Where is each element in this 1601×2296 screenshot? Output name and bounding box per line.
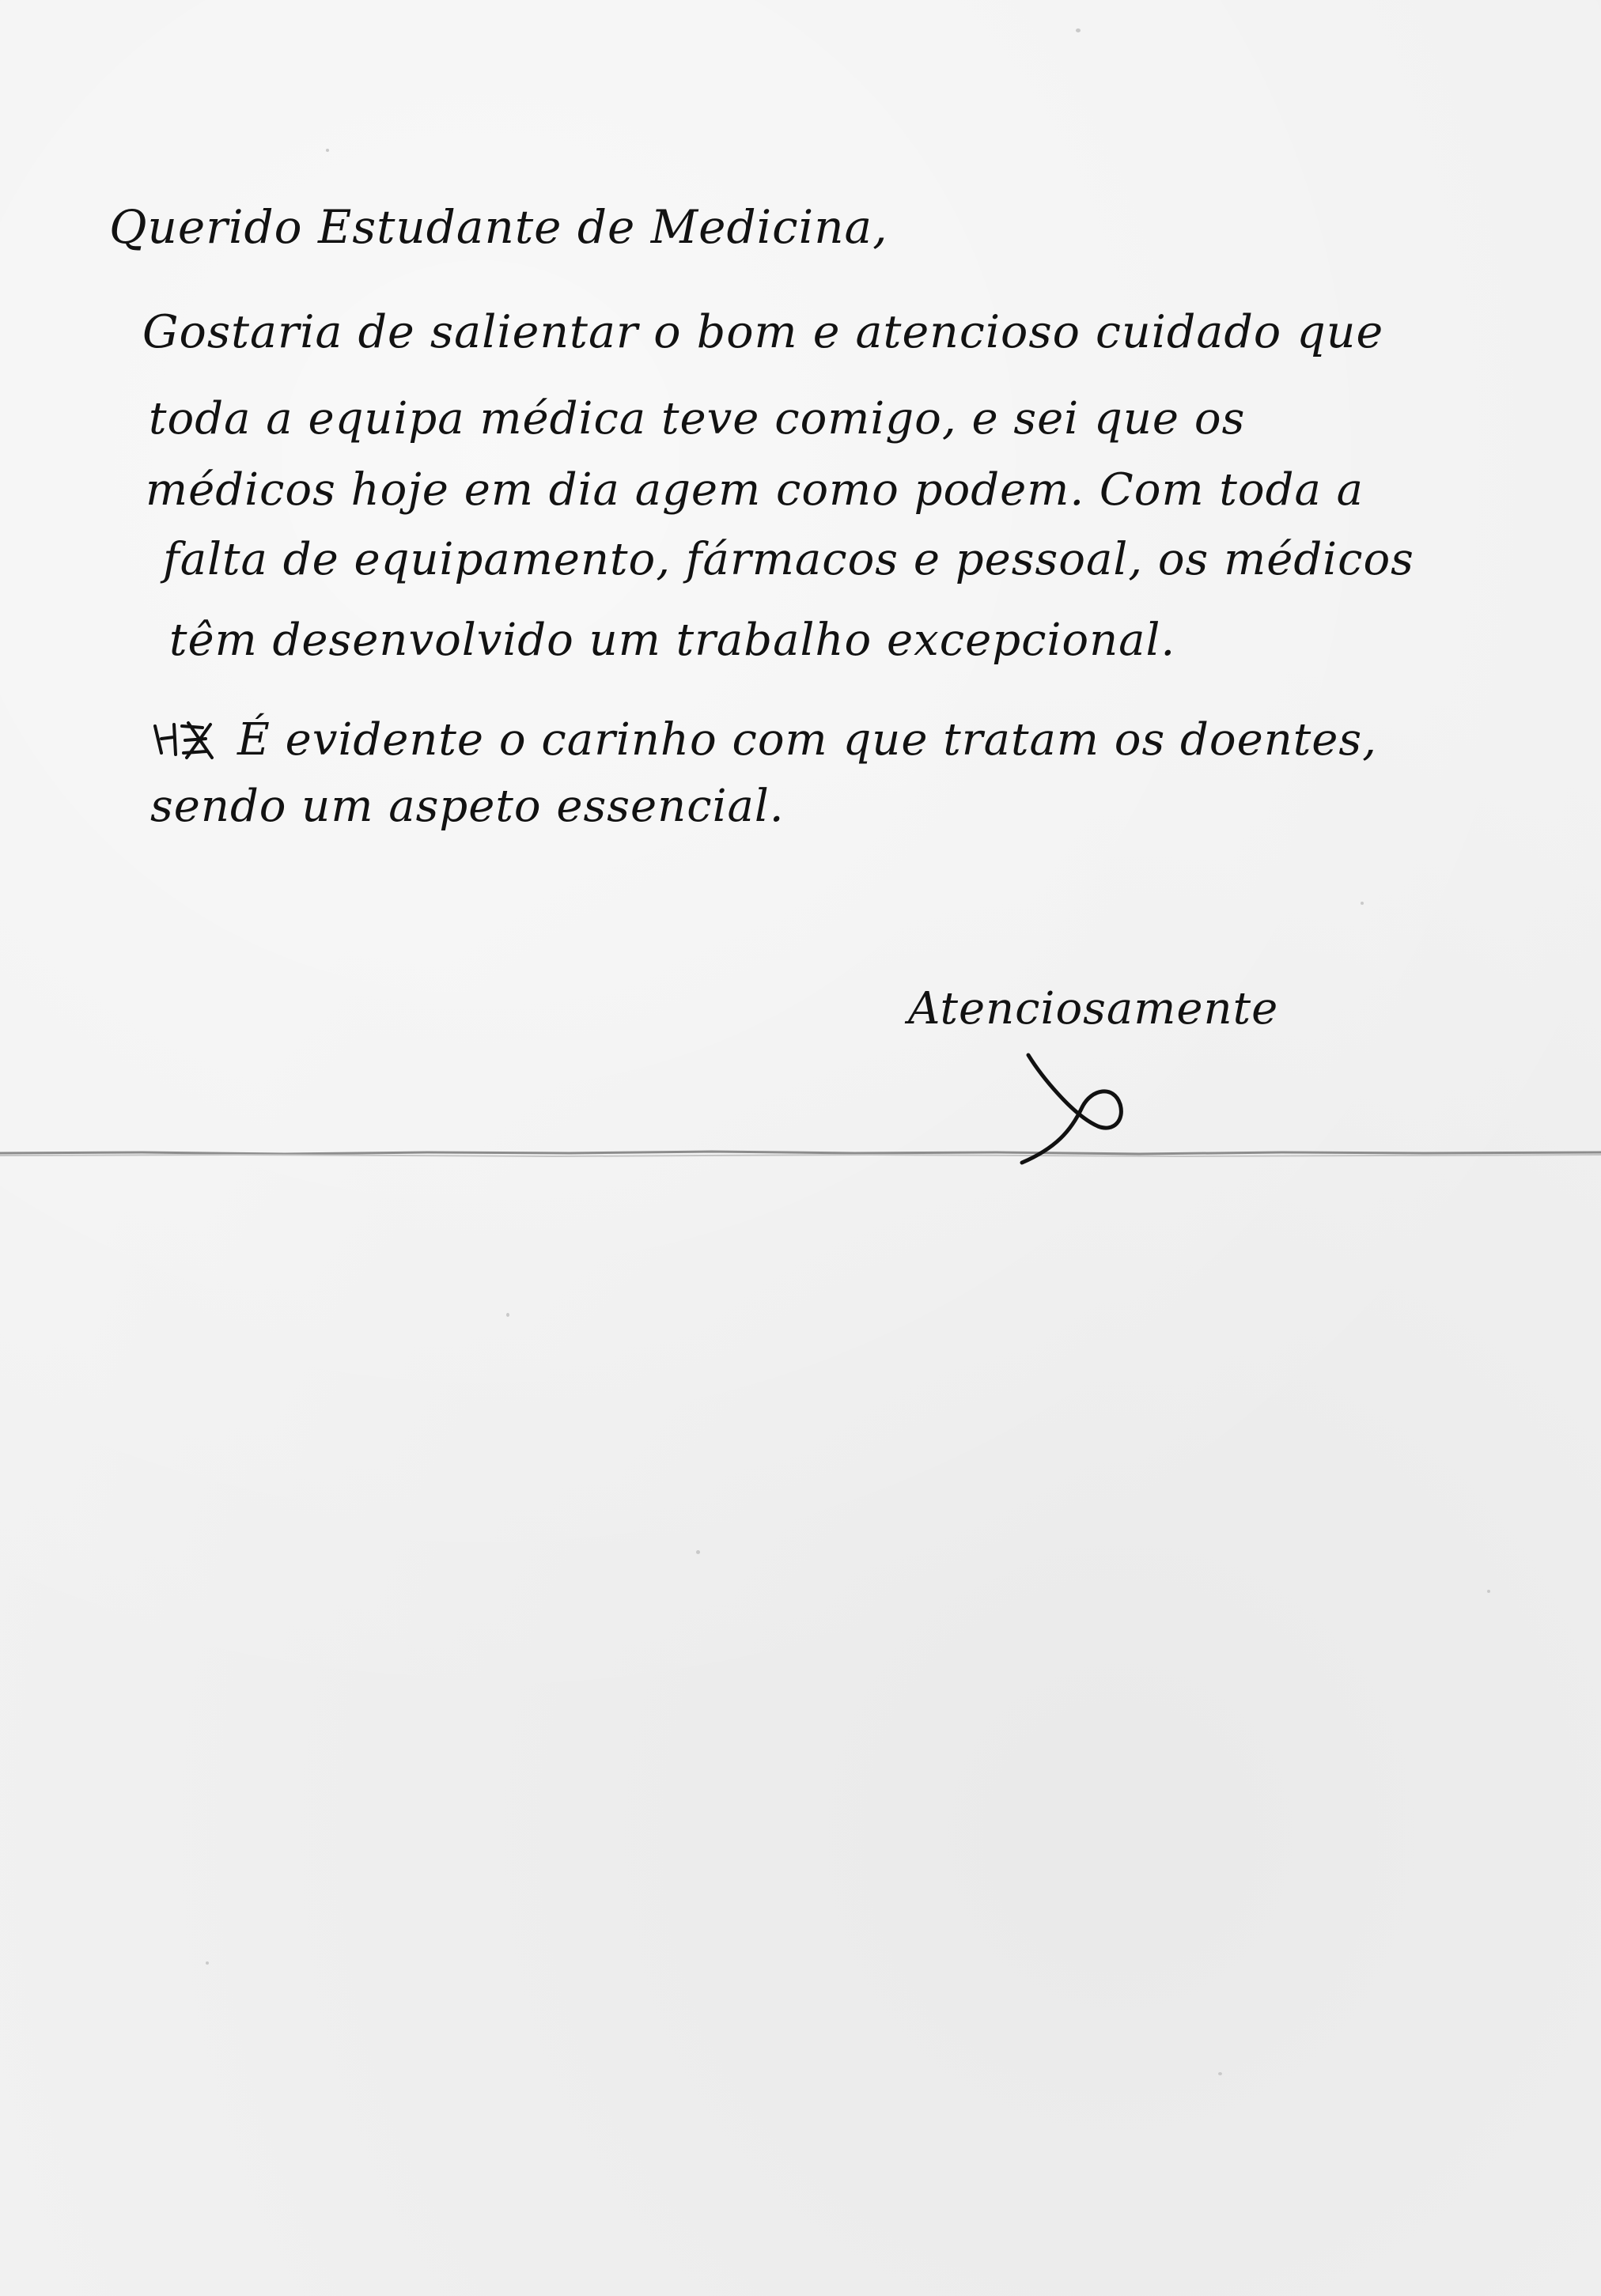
letter-line: falta de equipamento, fármacos e pessoal, os médicos (163, 534, 1414, 585)
paper-speck (1076, 28, 1081, 32)
paper-speck (1487, 1590, 1490, 1593)
letter-line: médicos hoje em dia agem como podem. Com toda a (146, 464, 1364, 516)
letter-line: Gostaria de salientar o bom e atencioso cuidado que (142, 306, 1384, 358)
paper-speck (206, 1961, 209, 1965)
letter-closing: Atenciosamente (908, 983, 1279, 1035)
letter-line: toda a equipa médica teve comigo, e sei que os (149, 393, 1246, 444)
paper-speck (506, 1313, 509, 1317)
letter-greeting: Querido Estudante de Medicina, (109, 200, 888, 254)
paper-fold-line (0, 1148, 1601, 1158)
paper-speck (696, 1550, 700, 1554)
letter-line: têm desenvolvido um trabalho excepcional. (169, 615, 1176, 666)
paper-speck (326, 149, 329, 152)
letter-line: sendo um aspeto essencial. (150, 781, 785, 832)
paper-speck (1361, 902, 1364, 905)
signature-mark (1009, 1044, 1152, 1171)
paper-speck (1218, 2072, 1222, 2075)
letter-line: É evidente o carinho com que tratam os doentes, (237, 714, 1377, 766)
crossed-out-word (150, 718, 220, 762)
